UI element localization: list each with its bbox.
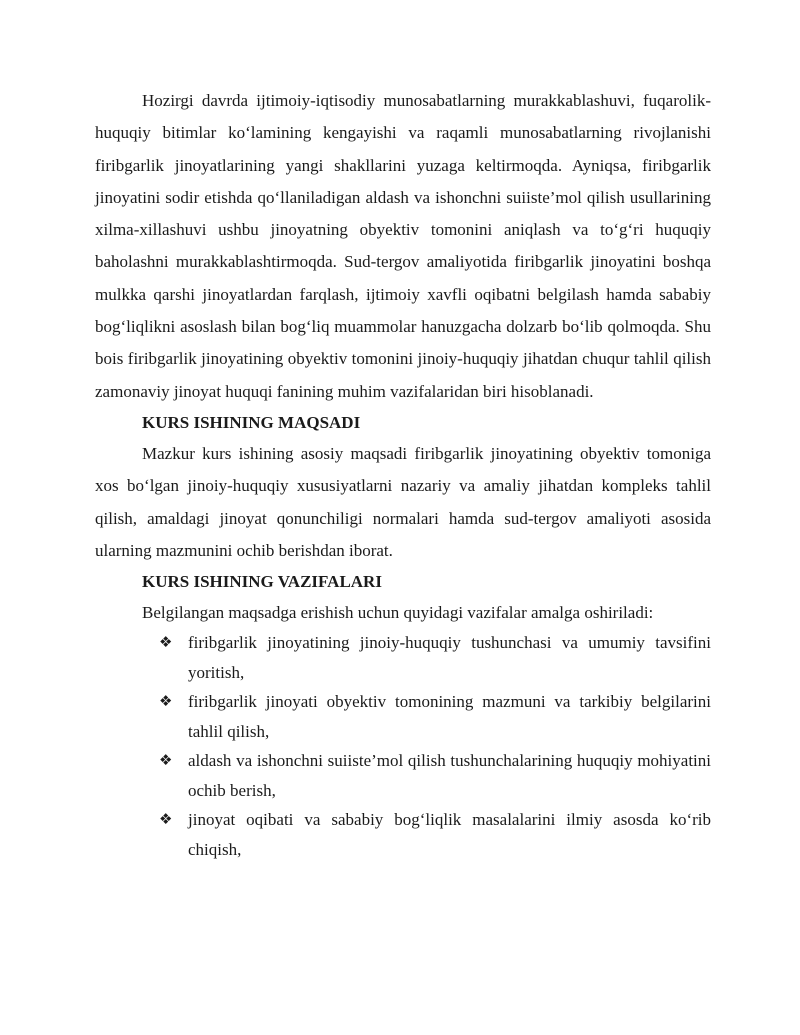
goal-heading: KURS ISHINING MAQSADI [142,412,361,432]
tasks-heading: KURS ISHINING VAZIFALARI [142,572,382,592]
task-text: aldash va ishonchni suiiste’mol qilish tushunchalarining huquqiy mohiyatini ochib berish, [188,751,711,800]
diamond-bullet-icon: ❖ [159,692,173,711]
goal-paragraph: Mazkur kurs ishining asosiy maqsadi firibgarlik jinoyatining obyektiv tomoniga xos bo‘lgan jinoiy-huquqiy xususiyatlarni nazariy va amaliy jihatdan kompleks tahlil qilish, amaldagi jinoyat qonunchiligi normalari hamda sud-tergov amaliyoti asosida ularning mazmunini ochib berishdan iborat. [95,443,711,560]
task-text: firibgarlik jinoyati obyektiv tomonining mazmuni va tarkibiy belgilarini tahlil qilish, [188,692,711,741]
list-item [159,687,711,746]
list-item [159,746,711,805]
document-page [95,85,711,864]
diamond-bullet-icon: ❖ [159,633,173,652]
diamond-bullet-icon: ❖ [159,751,173,770]
tasks-intro: Belgilangan maqsadga erishish uchun quyidagi vazifalar amalga oshiriladi: [142,603,654,623]
list-item [159,628,711,687]
intro-paragraph: Hozirgi davrda ijtimoiy-iqtisodiy munosabatlarning murakkablashuvi, fuqarolik-huquqiy bitimlar ko‘lamining kengayishi va raqamli munosabatlarning rivojlanishi firibgarlik jinoyatlarining yangi shakllarini yuzaga keltirmoqda. Ayniqsa, firibgarlik jinoyatini sodir etishda qo‘llaniladigan aldash va ishonchni suiiste’mol qilish usullarining xilma-xillashuvi ushbu jinoyatning obyektiv tomonini aniqlash va to‘g‘ri huquqiy baholashni murakkablashtirmoqda. Sud-tergov amaliyotida firibgarlik jinoyatini boshqa mulkka qarshi jinoyatlardan farqlash, ijtimoiy xavfli oqibatni belgilash hamda sababiy bog‘liqlikni asoslash bilan bog‘liq muammolar hanuzgacha dolzarb bo‘lib qolmoqda. Shu bois firibgarlik jinoyatining obyektiv tomonini jinoiy-huquqiy jihatdan chuqur tahlil qilish zamonaviy jinoyat huquqi fanining muhim vazifalaridan biri hisoblanadi. [95,91,711,401]
task-text: jinoyat oqibati va sababiy bog‘liqlik masalalarini ilmiy asosda ko‘rib chiqish, [188,810,711,859]
task-list [95,628,711,864]
task-text: firibgarlik jinoyatining jinoiy-huquqiy tushunchasi va umumiy tavsifini yoritish, [188,633,711,682]
diamond-bullet-icon: ❖ [159,810,173,829]
list-item [159,805,711,864]
